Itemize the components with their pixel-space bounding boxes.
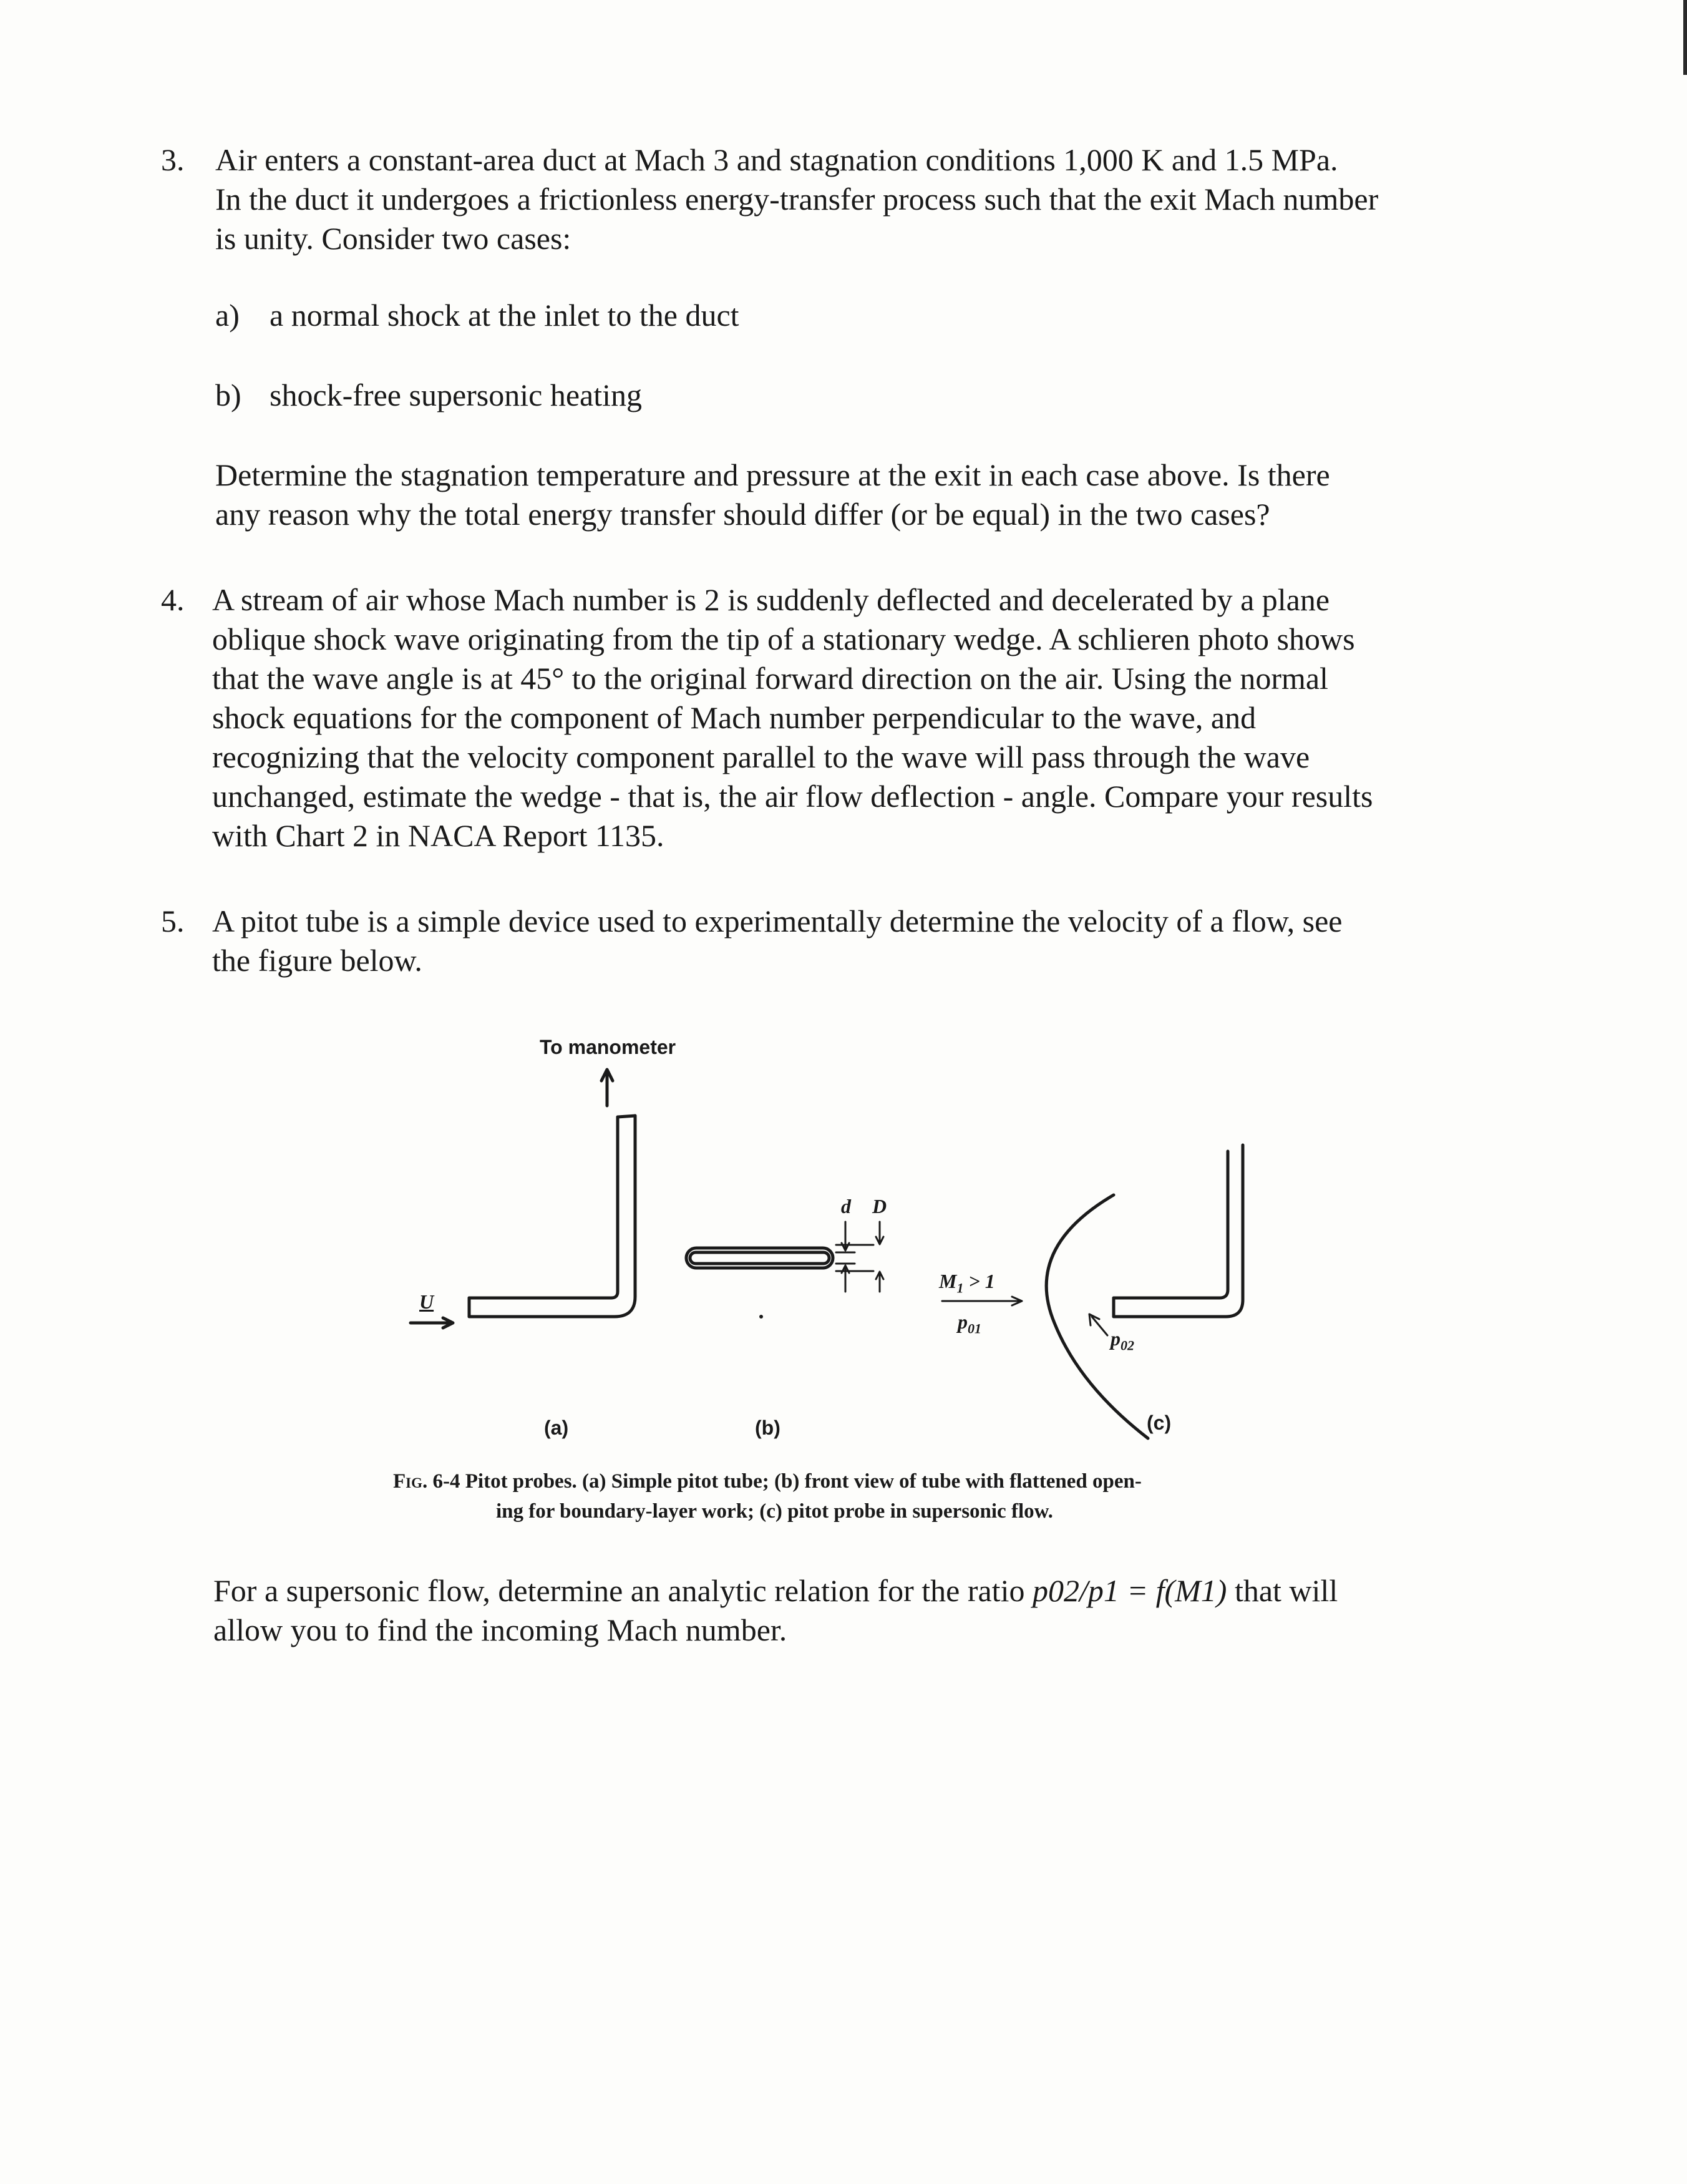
outer-height-D-label: D	[872, 1195, 887, 1217]
to-manometer-label: To manometer	[540, 1036, 676, 1058]
case-b-label: b)	[215, 378, 241, 412]
caption-line-1: Pitot probes. (a) Simple pitot tube; (b) front view of tube with flattened open-	[465, 1470, 1142, 1493]
text-line: oblique shock wave originating from the tip of a stationary wedge. A schlieren photo shows	[212, 622, 1355, 656]
ratio-expression: p02/p1 = f(M1)	[1032, 1573, 1227, 1608]
velocity-u-label: U	[419, 1290, 434, 1313]
case-a-text: a normal shock at the inlet to the duct	[270, 298, 739, 333]
panel-a-label: (a)	[544, 1416, 569, 1439]
problem-body	[212, 902, 1522, 980]
text-line: is unity. Consider two cases:	[215, 221, 571, 256]
case-a-label: a)	[215, 298, 240, 333]
figure-caption	[393, 1466, 1266, 1526]
case-b	[215, 376, 1525, 415]
text-line: For a supersonic flow, determine an analytic relation for the ratio p02/p1 = f(M1) that will	[213, 1573, 1338, 1608]
text-line: unchanged, estimate the wedge - that is, the air flow deflection - angle. Compare your results	[212, 779, 1373, 814]
text-line: that the wave angle is at 45° to the original forward direction on the air. Using the normal	[212, 661, 1328, 696]
problem-body	[212, 580, 1522, 856]
inner-height-d-label: d	[841, 1195, 851, 1217]
problem-number: 3.	[161, 142, 185, 177]
final-question	[213, 1571, 1524, 1650]
text-line: allow you to find the incoming Mach number.	[213, 1612, 787, 1647]
p02-label: $p_{02}$	[1111, 1327, 1134, 1353]
simple-pitot-tube-drawing	[411, 1070, 635, 1328]
case-a	[215, 296, 1525, 335]
page-edge-shadow	[1683, 0, 1687, 75]
text-line: with Chart 2 in NACA Report 1135.	[212, 818, 664, 853]
text-line: Determine the stagnation temperature and pressure at the exit in each case above. Is there	[215, 457, 1330, 492]
text-line: A stream of air whose Mach number is 2 is suddenly deflected and decelerated by a plane	[212, 582, 1330, 617]
problem-number: 5.	[161, 904, 185, 938]
pitot-probe-figure	[374, 1023, 1310, 1541]
panel-c-label: (c)	[1147, 1411, 1172, 1434]
text-line: Air enters a constant-area duct at Mach 3 and stagnation conditions 1,000 K and 1.5 MPa.	[215, 142, 1338, 177]
p01-label: $p_{01}$	[958, 1310, 981, 1337]
caption-figure-number: Fig. 6-4	[393, 1470, 460, 1493]
text-line: In the duct it undergoes a frictionless energy-transfer process such that the exit Mach number	[215, 182, 1379, 217]
case-b-text: shock-free supersonic heating	[270, 378, 642, 412]
pitot-diagram	[374, 1023, 1310, 1460]
flattened-tube-drawing	[686, 1222, 883, 1319]
caption-line-2: ing for boundary-layer work; (c) pitot probe in supersonic flow.	[496, 1500, 1053, 1523]
problem-number: 4.	[161, 582, 185, 617]
text-line: shock equations for the component of Mach number perpendicular to the wave, and	[212, 700, 1257, 735]
mach-label: $M_1 > 1$	[939, 1270, 995, 1296]
text-line: the figure below.	[212, 943, 422, 978]
panel-b-label: (b)	[755, 1416, 780, 1439]
problem-body	[215, 140, 1525, 534]
text-line: any reason why the total energy transfer should differ (or be equal) in the two cases?	[215, 497, 1270, 532]
text-line: A pitot tube is a simple device used to experimentally determine the velocity of a flow, see	[212, 904, 1343, 938]
text-line: recognizing that the velocity component parallel to the wave will pass through the wave	[212, 739, 1310, 774]
